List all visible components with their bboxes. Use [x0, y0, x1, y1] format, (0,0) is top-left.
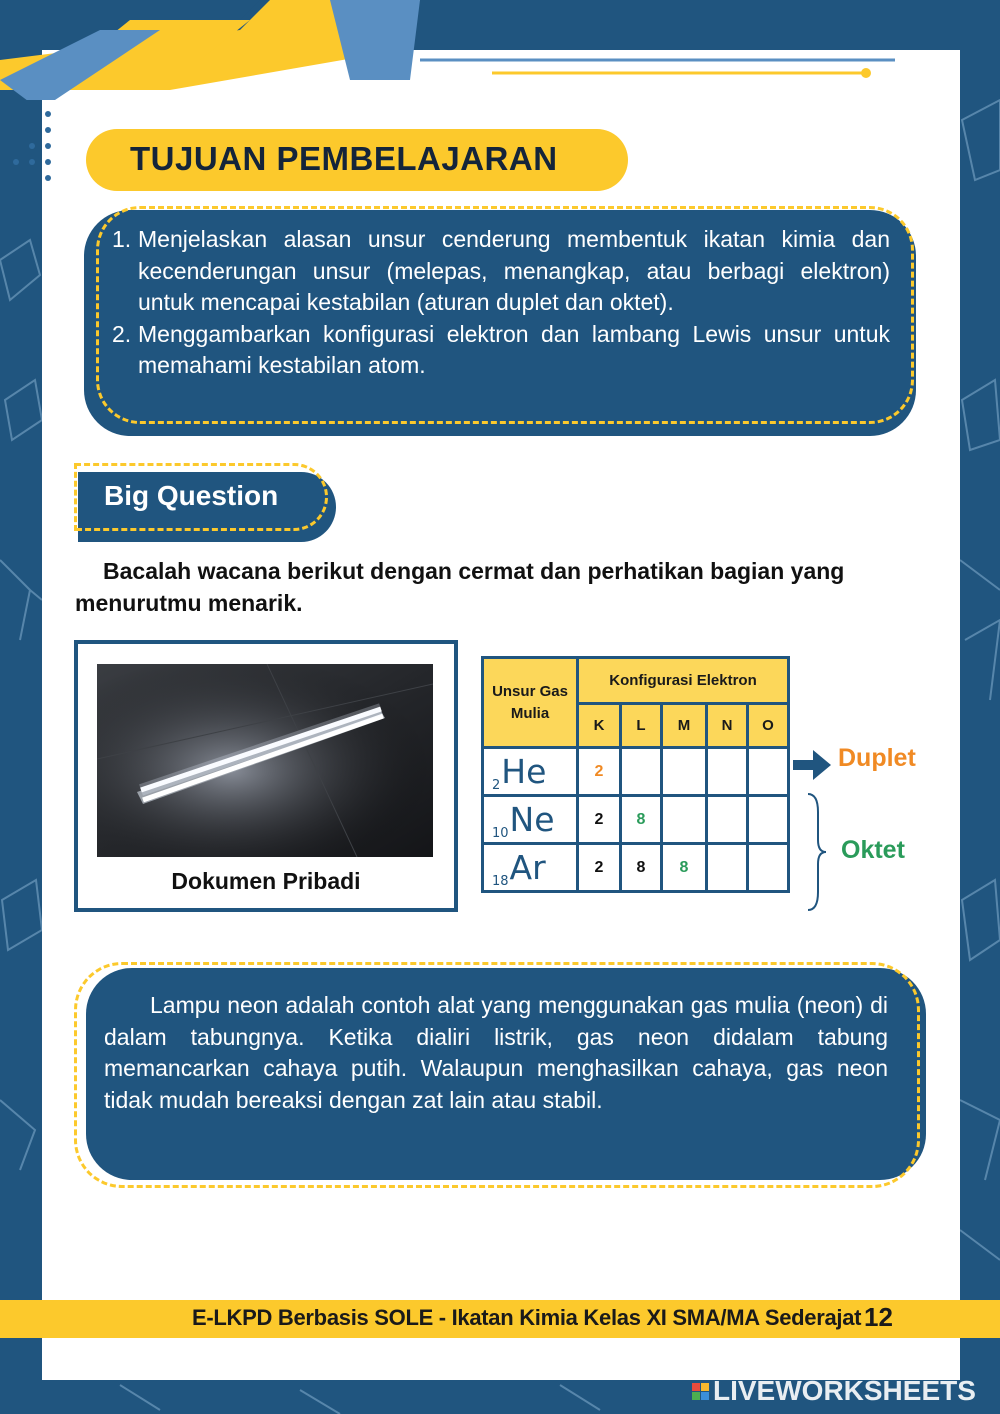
element-cell	[483, 796, 578, 844]
logo-square	[692, 1392, 700, 1400]
logo-square	[701, 1383, 709, 1391]
objectives-list	[112, 224, 890, 382]
shell-header: O	[748, 704, 789, 748]
shell-value	[748, 844, 789, 892]
logo-square	[701, 1392, 709, 1400]
objective-text: Menggambarkan konfigurasi elektron dan lambang Lewis unsur untuk memahami kestabilan atom.	[138, 320, 890, 378]
header-decoration	[0, 0, 1000, 100]
shell-value: 2	[578, 748, 621, 796]
element-symbol: He	[501, 752, 547, 791]
shell-value	[707, 844, 748, 892]
element-symbol: Ne	[509, 800, 555, 839]
shell-value	[662, 748, 707, 796]
big-question-label: Big Question	[104, 480, 279, 511]
shell-value	[748, 748, 789, 796]
atomic-number: 2	[492, 778, 501, 793]
objective-text: Menjelaskan alasan unsur cenderung membentuk ikatan kimia dan kecenderungan unsur (melepas, menangkap, atau berbagi elektron) untuk mencapai kestabilan (aturan duplet dan oktet).	[138, 226, 890, 315]
arrow-right-icon	[793, 750, 833, 780]
shell-value: 8	[621, 796, 662, 844]
objective-number: 2.	[112, 320, 132, 347]
fluorescent-lamp-photo	[97, 664, 433, 857]
element-cell	[483, 844, 578, 892]
liveworksheets-text: LIVEWORKSHEETS	[713, 1375, 976, 1406]
table-header-config: Konfigurasi Elektron	[578, 658, 789, 704]
electron-configuration-table	[481, 656, 790, 893]
objective-number: 1.	[112, 226, 132, 252]
table-row	[483, 844, 789, 892]
element-symbol: Ar	[509, 848, 546, 887]
shell-value: 8	[662, 844, 707, 892]
table-header-element: Unsur Gas Mulia	[483, 658, 578, 748]
shell-header: N	[707, 704, 748, 748]
atomic-number: 10	[492, 826, 509, 841]
table-row	[483, 796, 789, 844]
photo-caption: Dokumen Pribadi	[171, 868, 361, 894]
objective-item	[112, 224, 890, 319]
shell-header: K	[578, 704, 621, 748]
shell-header: L	[621, 704, 662, 748]
page-title: TUJUAN PEMBELAJARAN	[130, 140, 558, 177]
shell-value	[621, 748, 662, 796]
brace-icon	[806, 792, 828, 912]
logo-square	[692, 1383, 700, 1391]
shell-value	[707, 796, 748, 844]
shell-value	[748, 796, 789, 844]
shell-value	[707, 748, 748, 796]
shell-value: 2	[578, 844, 621, 892]
element-cell	[483, 748, 578, 796]
duplet-label: Duplet	[838, 744, 916, 772]
table-row	[483, 748, 789, 796]
atomic-number: 18	[492, 874, 509, 889]
objective-item	[112, 319, 890, 382]
reading-instruction: Bacalah wacana berikut dengan cermat dan perhatikan bagian yang menurutmu menarik.	[75, 558, 845, 616]
dotted-decoration	[0, 100, 60, 300]
liveworksheets-logo-icon	[692, 1383, 709, 1400]
reading-passage: Lampu neon adalah contoh alat yang menggunakan gas mulia (neon) di dalam tabungnya. Ketika dialiri listrik, gas neon didalam tabung memancarkan cahaya putih. Walaupun menghasilkan cahaya, gas neon tidak mudah bereaksi dengan zat lain atau stabil.	[104, 992, 888, 1113]
oktet-label: Oktet	[841, 836, 905, 864]
page-number: 12	[864, 1302, 893, 1332]
shell-header: M	[662, 704, 707, 748]
shell-value: 8	[621, 844, 662, 892]
shell-value: 2	[578, 796, 621, 844]
footer-title: E-LKPD Berbasis SOLE - Ikatan Kimia Kelas XI SMA/MA Sederajat	[192, 1305, 862, 1330]
shell-value	[662, 796, 707, 844]
liveworksheets-watermark	[692, 1375, 976, 1407]
